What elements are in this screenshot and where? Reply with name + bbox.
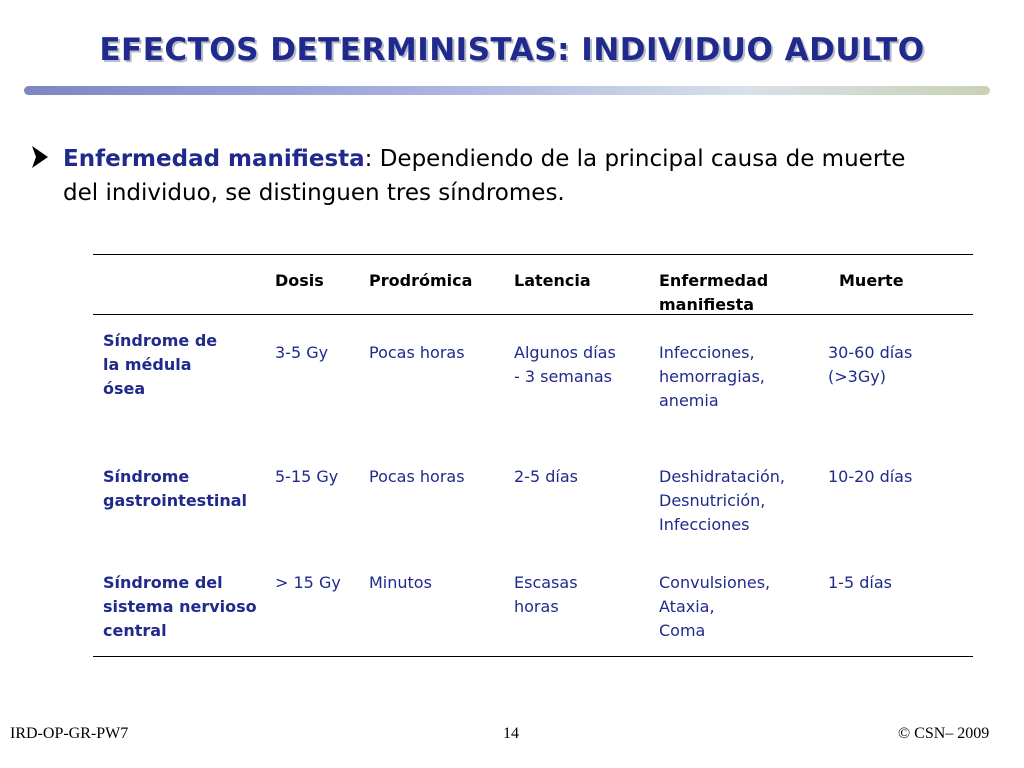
cell-line: Infecciones, [659, 343, 755, 362]
cell-line: 30-60 días [828, 343, 913, 362]
table-top-rule [93, 254, 973, 255]
header-muerte: Muerte [839, 271, 904, 290]
header-dosis: Dosis [275, 271, 324, 290]
footer-page-number: 14 [503, 725, 519, 742]
header-enfermedad-line1: Enfermedad [659, 271, 769, 290]
cell-muerte [828, 341, 912, 389]
cell-line: 1-5 días [828, 573, 892, 592]
cell-line: Convulsiones, [659, 573, 771, 592]
header-enfermedad [659, 269, 768, 317]
title-underline-bar [24, 86, 990, 95]
cell-line: hemorragias, [659, 367, 765, 386]
header-latencia: Latencia [514, 271, 591, 290]
cell-dosis: 5-15 Gy [275, 467, 339, 486]
cell-latencia [514, 465, 578, 489]
header-enfermedad-line2: manifiesta [659, 295, 755, 314]
cell-dosis: > 15 Gy [275, 573, 341, 592]
row-label-line: central [103, 621, 167, 640]
cell-latencia [514, 341, 616, 389]
cell-line: (>3Gy) [828, 367, 886, 386]
table-header-rule [93, 314, 973, 315]
cell-enfermedad [659, 341, 765, 413]
row-label-line: Síndrome del [103, 573, 223, 592]
cell-line: Infecciones [659, 515, 750, 534]
cell-line: horas [514, 597, 559, 616]
row-label-gastrointestinal [103, 465, 247, 513]
cell-prodromica: Minutos [369, 573, 432, 592]
table-bottom-rule [93, 656, 973, 657]
row-label-nervioso [103, 571, 257, 643]
cell-line: Deshidratación, [659, 467, 785, 486]
cell-line: 2-5 días [514, 467, 578, 486]
cell-latencia [514, 571, 578, 619]
cell-line: 10-20 días [828, 467, 913, 486]
cell-dosis: 3-5 Gy [275, 343, 329, 362]
footer-doc-code: IRD-OP-GR-PW7 [10, 725, 129, 742]
bullet-text [63, 142, 993, 210]
cell-line: Algunos días [514, 343, 616, 362]
footer-copyright: © CSN– 2009 [898, 725, 990, 742]
row-label-line: ósea [103, 379, 146, 398]
cell-line: Desnutrición, [659, 491, 766, 510]
cell-enfermedad [659, 571, 770, 643]
bullet-line2: del individuo, se distinguen tres síndromes. [63, 180, 565, 206]
arrow-bullet-icon [30, 144, 50, 170]
row-label-line: la médula [103, 355, 192, 374]
row-label-line: gastrointestinal [103, 491, 248, 510]
row-label-medula [103, 329, 217, 401]
row-label-line: Síndrome de [103, 331, 218, 350]
row-label-line: Síndrome [103, 467, 190, 486]
cell-line: Coma [659, 621, 706, 640]
cell-muerte [828, 465, 912, 489]
header-prodromica: Prodrómica [369, 271, 473, 290]
cell-prodromica: Pocas horas [369, 343, 465, 362]
row-label-line: sistema nervioso [103, 597, 257, 616]
cell-prodromica: Pocas horas [369, 467, 465, 486]
bullet-term: Enfermedad manifiesta [63, 146, 365, 172]
slide-title: EFECTOS DETERMINISTAS: INDIVIDUO ADULTO [99, 32, 925, 68]
cell-line: Ataxia, [659, 597, 715, 616]
cell-line: - 3 semanas [514, 367, 612, 386]
cell-enfermedad [659, 465, 785, 537]
cell-line: anemia [659, 391, 719, 410]
bullet-line1-rest: Dependiendo de la principal causa de muerte [372, 146, 906, 172]
bullet-colon: : [364, 146, 373, 172]
cell-line: Escasas [514, 573, 578, 592]
cell-muerte [828, 571, 892, 595]
